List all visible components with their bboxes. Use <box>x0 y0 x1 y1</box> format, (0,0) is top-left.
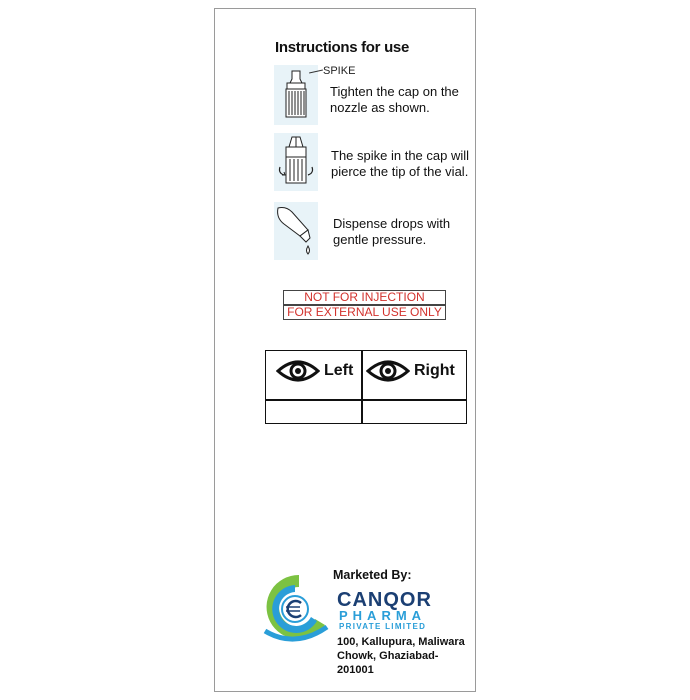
step-2-line-2: pierce the tip of the vial. <box>331 164 469 179</box>
eye-selection-table <box>265 350 467 424</box>
brand-name: CANQOR <box>337 589 432 611</box>
step-3-line-1: Dispense drops with <box>333 216 451 231</box>
spike-pierce-illustration <box>274 133 318 191</box>
right-eye-label: Right <box>414 362 455 379</box>
address-line-2: Chowk, Ghaziabad-201001 <box>337 650 439 676</box>
eye-drop-label-panel <box>214 8 476 692</box>
step-3-text <box>333 216 450 248</box>
left-eye-label: Left <box>324 362 354 379</box>
eye-icon <box>366 359 410 383</box>
not-for-injection-warning: NOT FOR INJECTION <box>283 290 446 305</box>
right-eye-checkbox-cell[interactable] <box>363 401 466 423</box>
spike-label: SPIKE <box>323 65 356 77</box>
brand-sub: PHARMA <box>339 608 427 623</box>
left-eye-checkbox-cell[interactable] <box>266 401 361 423</box>
step-1-line-1: Tighten the cap on the <box>330 84 459 99</box>
left-eye-header <box>276 359 353 383</box>
external-use-warning: FOR EXTERNAL USE ONLY <box>283 305 446 320</box>
right-eye-header <box>366 359 455 383</box>
step-1-line-2: nozzle as shown. <box>330 100 430 115</box>
step-1-text <box>330 84 459 116</box>
bottle-cap-illustration <box>274 65 318 125</box>
step-2-text <box>331 148 469 180</box>
instructions-title: Instructions for use <box>275 39 410 56</box>
step-2-line-1: The spike in the cap will <box>331 148 470 163</box>
brand-tag: PRIVATE LIMITED <box>339 622 427 631</box>
step-3-line-2: gentle pressure. <box>333 232 427 247</box>
eye-icon <box>276 359 320 383</box>
dispense-drop-illustration <box>274 202 318 260</box>
canqor-logo-mark <box>255 569 335 654</box>
marketed-by-label: Marketed By: <box>333 568 412 582</box>
company-address <box>337 635 475 677</box>
address-line-1: 100, Kallupura, Maliwara <box>337 636 465 648</box>
